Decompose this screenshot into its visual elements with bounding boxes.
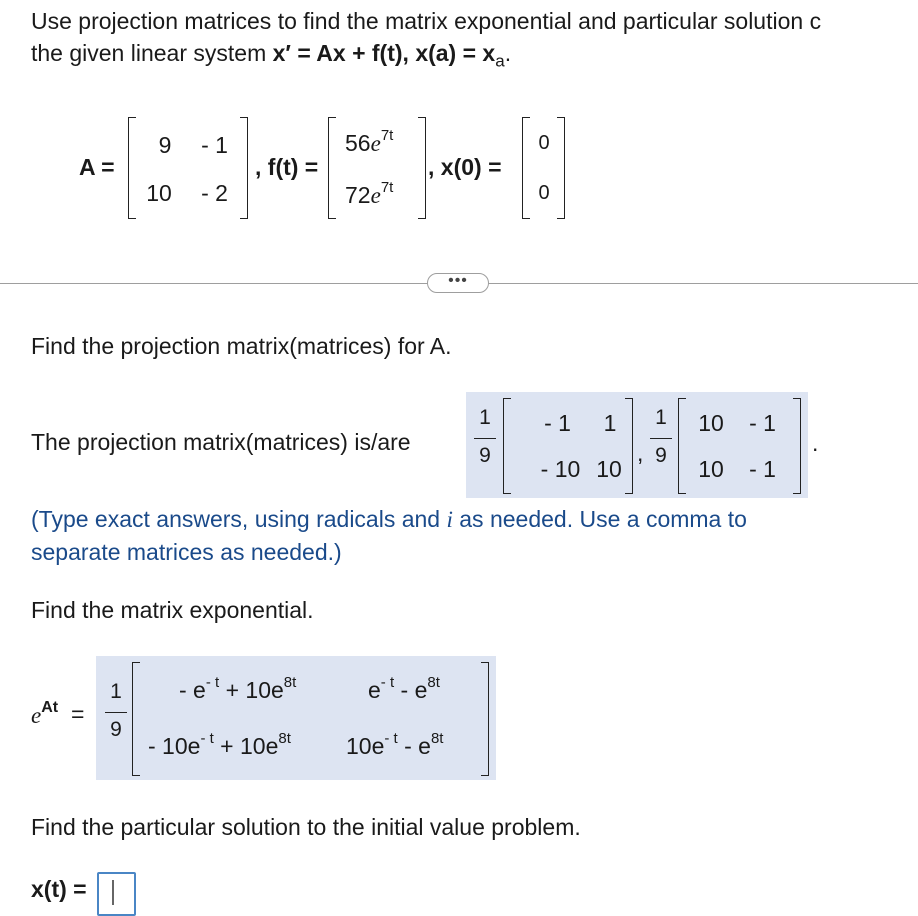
exponential-lhs bbox=[31, 699, 59, 729]
projection-frac1 bbox=[474, 406, 496, 468]
e-r1c2: $e^{- t} - e^{8t}$ bbox=[368, 674, 440, 703]
x0-right-bracket bbox=[557, 117, 565, 219]
e-left-bracket bbox=[132, 662, 140, 776]
matrix-a-r1c1: 9 bbox=[158, 132, 172, 158]
x0-left-bracket bbox=[522, 117, 530, 219]
particular-solution-label: x(t) = bbox=[31, 876, 87, 902]
particular-solution-input[interactable] bbox=[97, 872, 136, 916]
projection-frac2 bbox=[650, 406, 672, 468]
e-right-bracket bbox=[481, 662, 489, 776]
f-row2-coef: 72 bbox=[345, 182, 371, 208]
x0-row2: 0 bbox=[538, 182, 550, 204]
f-row2-var: e bbox=[370, 183, 381, 208]
projection-answer-lead: The projection matrix(matrices) is/are bbox=[31, 429, 411, 455]
exponential-frac bbox=[105, 680, 127, 742]
e-r2c1: - $10e^{- t} + 10e^{8t}$ bbox=[148, 730, 291, 759]
projection-frac1-num: 1 bbox=[479, 406, 491, 429]
projection-hint-text2: as needed. Use a comma to bbox=[452, 506, 747, 532]
matrix-a-r1c2: - 1 bbox=[201, 132, 228, 158]
particular-solution-prompt: Find the particular solution to the initial value problem. bbox=[31, 814, 581, 840]
matrix-a-left-bracket bbox=[128, 117, 136, 219]
problem-intro-line2 bbox=[31, 40, 511, 72]
projection-frac2-num: 1 bbox=[655, 406, 667, 429]
f-row1-var: e bbox=[370, 131, 381, 156]
p2-r1c2: - 1 bbox=[749, 410, 776, 436]
exponential-frac-bar bbox=[105, 712, 127, 713]
matrix-a-r2c1: 10 bbox=[146, 180, 172, 206]
f-row2-exp: 7t bbox=[380, 179, 394, 196]
exponential-lhs-exp: At bbox=[41, 699, 59, 716]
problem-intro-end: . bbox=[504, 40, 512, 66]
p2-r1c1: 10 bbox=[698, 410, 724, 436]
f-label: , f(t) = bbox=[255, 154, 319, 180]
matrix-a-right-bracket bbox=[240, 117, 248, 219]
exponential-equals: = bbox=[71, 701, 85, 727]
projection-frac2-bar bbox=[650, 438, 672, 439]
f-row2 bbox=[345, 179, 394, 209]
problem-intro-prefix: the given linear system bbox=[31, 40, 273, 66]
x0-label: , x(0) = bbox=[428, 154, 502, 180]
projection-separator: , bbox=[637, 440, 644, 466]
f-row1-coef: 56 bbox=[345, 130, 371, 156]
projection-hint-line1 bbox=[31, 506, 747, 533]
p1-r2c2: 10 bbox=[596, 456, 622, 482]
expand-more-button[interactable]: ••• bbox=[427, 273, 489, 293]
p2-r2c1: 10 bbox=[698, 456, 724, 482]
projection-hint-line2: separate matrices as needed.) bbox=[31, 539, 342, 565]
f-left-bracket bbox=[328, 117, 336, 219]
projection-end-period: . bbox=[812, 430, 819, 456]
p1-r1c1: - 1 bbox=[544, 410, 571, 436]
projection-hint-i: i bbox=[446, 507, 453, 532]
p1-r1c2: 1 bbox=[603, 410, 617, 436]
e-r1c1: - $e^{- t} + 10e^{8t}$ bbox=[179, 674, 297, 703]
projection-frac1-bar bbox=[474, 438, 496, 439]
exponential-lhs-base: e bbox=[31, 703, 42, 728]
exponential-prompt: Find the matrix exponential. bbox=[31, 597, 314, 623]
f-row1-exp: 7t bbox=[380, 127, 394, 144]
projection-hint-text1: (Type exact answers, using radicals and bbox=[31, 506, 447, 532]
p2-left-bracket bbox=[678, 398, 686, 494]
exponential-frac-den: 9 bbox=[110, 718, 122, 741]
p1-right-bracket bbox=[625, 398, 633, 494]
projection-frac2-den: 9 bbox=[655, 444, 667, 467]
problem-intro-subscript: a bbox=[495, 51, 505, 71]
x0-row1: 0 bbox=[538, 132, 550, 154]
problem-intro-line1: Use projection matrices to find the matrix exponential and particular solution c bbox=[31, 8, 822, 34]
p1-r2c1: - 10 bbox=[540, 456, 581, 482]
problem-intro-equation: x′ = Ax + f(t), x(a) = x bbox=[272, 40, 496, 66]
projection-frac1-den: 9 bbox=[479, 444, 491, 467]
matrix-a-r2c2: - 2 bbox=[201, 180, 228, 206]
exponential-frac-num: 1 bbox=[110, 680, 122, 703]
p2-r2c2: - 1 bbox=[749, 456, 776, 482]
matrix-a-label: A = bbox=[79, 154, 115, 180]
p2-right-bracket bbox=[793, 398, 801, 494]
f-row1 bbox=[345, 127, 394, 157]
p1-left-bracket bbox=[503, 398, 511, 494]
input-caret bbox=[112, 880, 114, 905]
projection-prompt: Find the projection matrix(matrices) for A. bbox=[31, 333, 452, 359]
f-right-bracket bbox=[418, 117, 426, 219]
e-r2c2: $10e^{- t} - e^{8t}$ bbox=[346, 730, 444, 759]
